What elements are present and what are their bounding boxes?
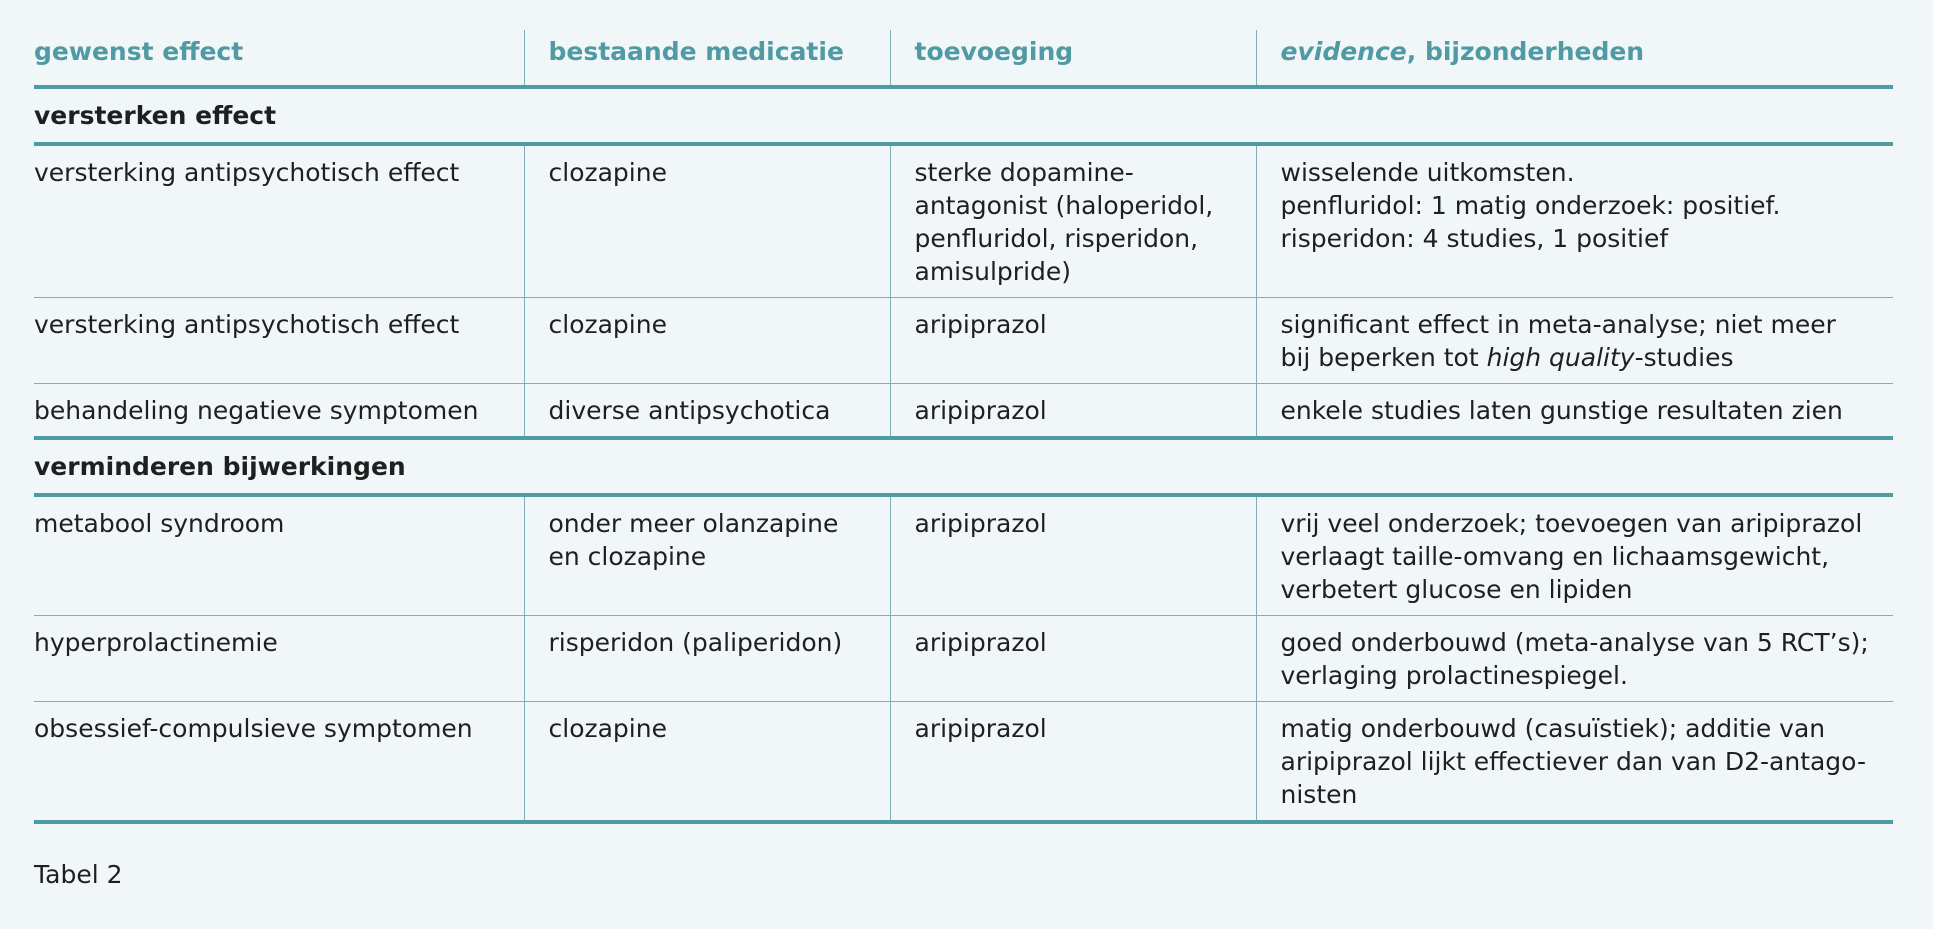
header-desired-effect: gewenst effect <box>34 30 524 87</box>
cell-evidence <box>1256 144 1893 298</box>
header-addition: toevoeging <box>890 30 1256 87</box>
table-row <box>34 144 1893 298</box>
cell-medication: clozapine <box>524 702 890 823</box>
cell-line: antagonist (haloperidol, <box>914 191 1214 220</box>
table-row <box>34 702 1893 823</box>
cell-effect: metabool syndroom <box>34 495 524 616</box>
table-body <box>34 87 1893 822</box>
cell-medication: clozapine <box>524 144 890 298</box>
cell-line: matig onderbouwd (casuïstiek); additie van <box>1280 714 1826 743</box>
section-row-versterken <box>34 87 1893 144</box>
cell-line: sterke dopamine- <box>914 158 1134 187</box>
cell-effect: versterking antipsychotisch effect <box>34 144 524 298</box>
cell-line: verlaagt taille-omvang en lichaamsgewicht, <box>1280 542 1830 571</box>
cell-addition: aripiprazol <box>890 495 1256 616</box>
cell-addition: aripiprazol <box>890 384 1256 439</box>
cell-medication <box>524 495 890 616</box>
medication-table <box>34 30 1893 824</box>
header-row <box>34 30 1893 87</box>
section-row-verminderen <box>34 438 1893 495</box>
section-title: versterken effect <box>34 87 1893 144</box>
table-row <box>34 495 1893 616</box>
cell-evidence <box>1256 616 1893 702</box>
cell-effect: hyperprolactinemie <box>34 616 524 702</box>
cell-addition: aripiprazol <box>890 298 1256 384</box>
header-evidence-rest: , bijzonderheden <box>1406 37 1645 66</box>
cell-line: aripiprazol lijkt effectiever dan van D2-antago- <box>1280 747 1866 776</box>
cell-effect: obsessief-compulsieve symptomen <box>34 702 524 823</box>
cell-medication: risperidon (paliperidon) <box>524 616 890 702</box>
table-header <box>34 30 1893 87</box>
table-row <box>34 616 1893 702</box>
section-title: verminderen bijwerkingen <box>34 438 1893 495</box>
cell-line: en clozapine <box>548 542 707 571</box>
cell-text: -studies <box>1634 343 1734 372</box>
cell-medication: clozapine <box>524 298 890 384</box>
table-row <box>34 298 1893 384</box>
cell-line: onder meer olanzapine <box>548 509 839 538</box>
cell-line: penfluridol: 1 matig onderzoek: positief. <box>1280 191 1781 220</box>
table-caption: Tabel 2 <box>34 860 123 889</box>
cell-evidence <box>1256 298 1893 384</box>
cell-line: amisulpride) <box>914 257 1072 286</box>
cell-addition <box>890 144 1256 298</box>
cell-addition: aripiprazol <box>890 616 1256 702</box>
cell-line: goed onderbouwd (meta-analyse van 5 RCT’s); <box>1280 628 1869 657</box>
cell-line: wisselende uitkomsten. <box>1280 158 1575 187</box>
cell-line: verbetert glucose en lipiden <box>1280 575 1633 604</box>
cell-text: bij beperken tot <box>1280 343 1487 372</box>
cell-line: risperidon: 4 studies, 1 positief <box>1280 224 1669 253</box>
cell-line: vrij veel onderzoek; toevoegen van aripiprazol <box>1280 509 1863 538</box>
cell-line: penfluridol, risperidon, <box>914 224 1199 253</box>
cell-evidence: enkele studies laten gunstige resultaten zien <box>1256 384 1893 439</box>
medication-table-container <box>34 30 1893 824</box>
table-row <box>34 384 1893 439</box>
cell-line: nisten <box>1280 780 1358 809</box>
header-existing-medication: bestaande medicatie <box>524 30 890 87</box>
cell-text-italic: high quality <box>1486 343 1635 372</box>
cell-effect: versterking antipsychotisch effect <box>34 298 524 384</box>
cell-line: significant effect in meta-analyse; niet meer <box>1280 310 1836 339</box>
cell-evidence <box>1256 495 1893 616</box>
cell-evidence <box>1256 702 1893 823</box>
cell-line: verlaging prolactinespiegel. <box>1280 661 1628 690</box>
header-evidence-italic: evidence <box>1280 37 1407 66</box>
cell-medication: diverse antipsychotica <box>524 384 890 439</box>
cell-effect: behandeling negatieve symptomen <box>34 384 524 439</box>
cell-addition: aripiprazol <box>890 702 1256 823</box>
header-evidence <box>1256 30 1893 87</box>
cell-line <box>1281 341 1874 374</box>
